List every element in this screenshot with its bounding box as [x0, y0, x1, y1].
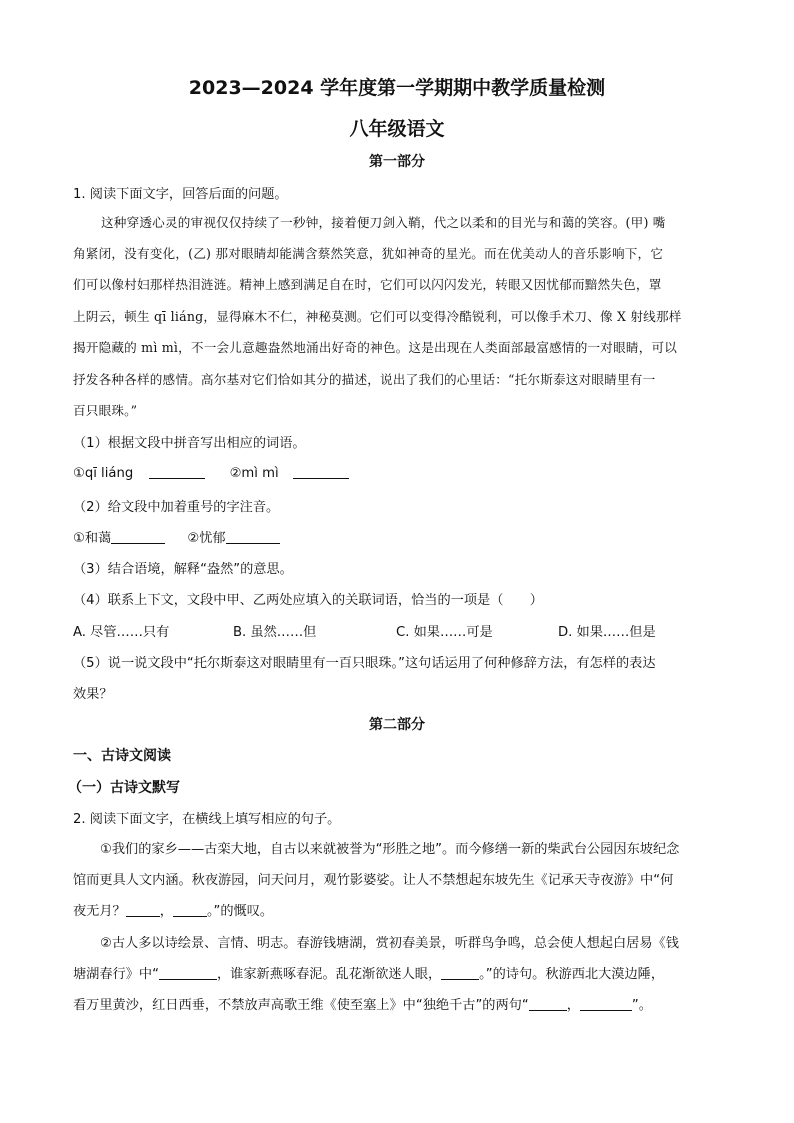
text-fragment: 。”的慨叹。 — [206, 904, 274, 919]
option-d[interactable]: D. 如果……但是 — [558, 625, 656, 640]
passage-line: 们可以像村妇那样热泪涟涟。精神上感到满足自在时，它们可以闪闪发光，转眼又因忧郁而黯然失色，罩 — [73, 277, 662, 292]
question-2-stem: 2. 阅读下面文字，在横线上填写相应的句子。 — [73, 812, 341, 827]
part-two-heading: 第二部分 — [369, 717, 425, 733]
sub-question-5: （5）说一说文段中“托尔斯泰这对眼睛里有一百只眼珠。”这句话运用了何种修辞方法，有怎样的表达 — [73, 656, 656, 671]
sub-question-2-items — [73, 527, 280, 546]
sub-question-3: （3）结合语境，解释“盎然”的意思。 — [73, 562, 293, 577]
answer-blank[interactable] — [173, 902, 207, 917]
option-c[interactable]: C. 如果……可是 — [396, 625, 493, 640]
passage-line: 揭开隐藏的 mì mì，不一会儿意趣盎然地涌出好奇的神色。这是出现在人类面部最富感情的一对眼睛，可以 — [73, 340, 678, 355]
q2-paragraph-2: ②古人多以诗绘景、言情、明志。春游钱塘湖，赏初春美景，听群鸟争鸣，总会使人想起白居易《钱 — [100, 936, 679, 951]
section-heading: 一、古诗文阅读 — [73, 748, 171, 764]
answer-blank[interactable] — [580, 996, 632, 1011]
q2-paragraph-2-line-2 — [73, 963, 664, 982]
pinyin-item-a: ①qī liáng — [73, 466, 134, 481]
part-one-heading: 第一部分 — [369, 154, 425, 170]
sub-question-1: （1）根据文段中拼音写出相应的词语。 — [73, 436, 306, 451]
text-fragment: 。”的诗句。秋游西北大漠边陲， — [479, 967, 665, 982]
answer-blank[interactable] — [159, 965, 217, 980]
passage-line: 抒发各种各样的感情。高尔基对它们恰如其分的描述，说出了我们的心里话：“托尔斯泰这对眼睛里有一 — [73, 372, 656, 387]
passage-line: 上阴云，顿生 qī liáng，显得麻木不仁，神秘莫测。它们可以变得冷酷锐利，可以像手术刀、像 X 射线那样 — [73, 309, 682, 324]
phonetic-item-b: ②忧郁 — [187, 531, 226, 546]
grade-subject-title: 八年级语文 — [349, 118, 445, 140]
option-b[interactable]: B. 虽然……但 — [233, 625, 317, 640]
sub-question-4: （4）联系上下文，文段中甲、乙两处应填入的关联词语，恰当的一项是（ ） — [73, 593, 543, 608]
text-fragment: ， — [159, 904, 173, 919]
sub-question-2: （2）给文段中加着重号的字注音。 — [73, 500, 280, 515]
text-fragment: 看万里黄沙，红日西垂，不禁放声高歌王维《使至塞上》中“独绝千古”的两句“ — [73, 998, 529, 1013]
q2-paragraph-1-line-2: 馆而更具人文内涵。秋夜游园，问天问月，观竹影婆娑。让人不禁想起东坡先生《记承天寺夜游》中“何 — [73, 873, 674, 888]
q2-paragraph-2-line-3 — [73, 994, 652, 1013]
option-a[interactable]: A. 尽管……只有 — [73, 625, 170, 640]
passage-line: 角紧闭，没有变化，(乙) 那对眼睛却能满含蔡然笑意，犹如神奇的星光。而在优美动人的音乐影响下，它 — [73, 246, 664, 261]
answer-blank[interactable] — [149, 464, 205, 479]
question-1-stem: 1. 阅读下面文字，回答后面的问题。 — [73, 187, 288, 202]
text-fragment: ”。 — [631, 998, 652, 1013]
q2-paragraph-1: ①我们的家乡——古栾大地，自古以来就被誉为“形胜之地”。而今修缮一新的柴武台公园因东坡纪念 — [100, 842, 680, 857]
answer-blank[interactable] — [226, 529, 280, 544]
text-fragment: 夜无月？ — [73, 904, 126, 919]
q2-paragraph-1-line-3 — [73, 900, 273, 919]
passage-line: 这种穿透心灵的审视仅仅持续了一秒钟，接着便刀剑入鞘，代之以柔和的目光与和蔼的笑容。(甲) 嘴 — [101, 215, 666, 230]
exam-title: 2023—2024 学年度第一学期期中教学质量检测 — [188, 77, 606, 99]
passage-line: 百只眼珠。” — [73, 403, 138, 418]
answer-blank[interactable] — [126, 902, 160, 917]
answer-blank[interactable] — [111, 529, 165, 544]
pinyin-item-b: ②mì mì — [229, 466, 279, 481]
sub-question-5-cont: 效果？ — [73, 687, 113, 702]
text-fragment: 塘湖春行》中“ — [73, 967, 159, 982]
answer-blank[interactable] — [441, 965, 479, 980]
text-fragment: ，谁家新燕啄春泥。乱花渐欲迷人眼， — [216, 967, 442, 982]
phonetic-item-a: ①和蔼 — [73, 531, 112, 546]
answer-blank[interactable] — [529, 996, 567, 1011]
text-fragment: ， — [566, 998, 580, 1013]
answer-blank[interactable] — [293, 464, 349, 479]
subsection-heading: （一）古诗文默写 — [68, 780, 180, 796]
sub-question-1-items — [73, 464, 349, 481]
